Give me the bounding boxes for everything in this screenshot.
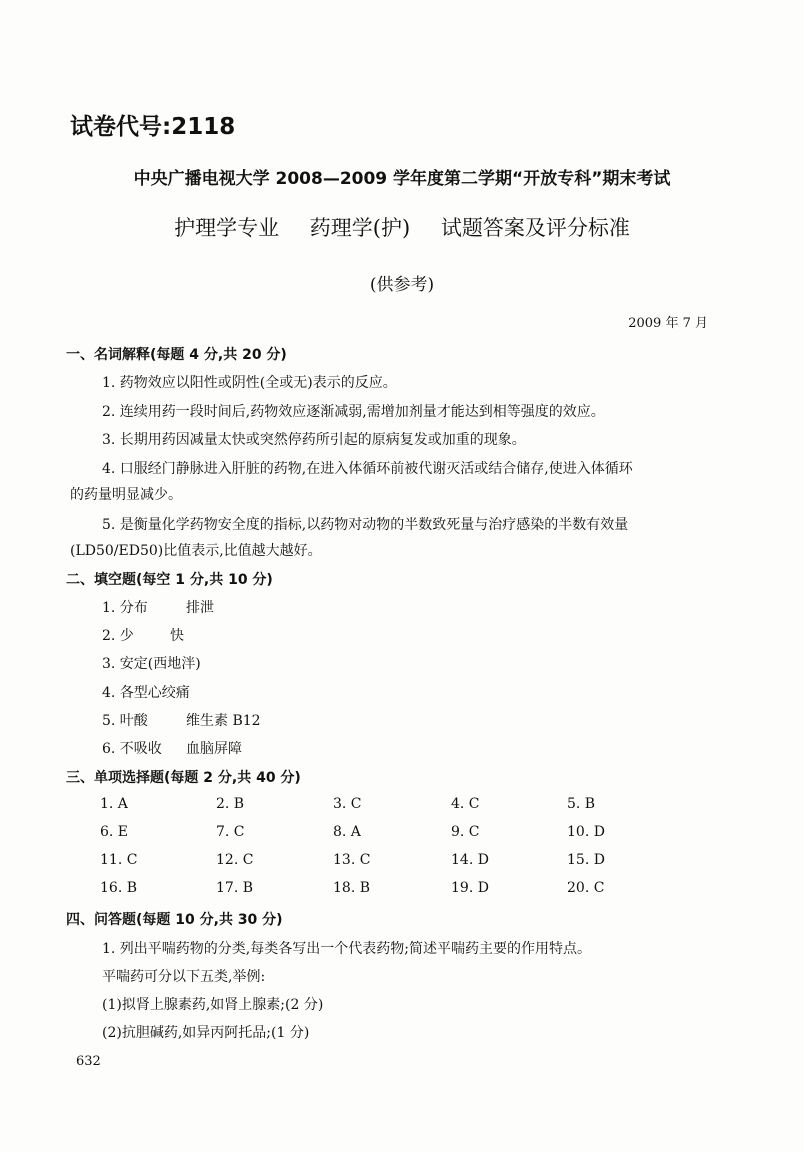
mc-answer: 6. E bbox=[100, 824, 129, 840]
mc-answer: 9. C bbox=[451, 824, 480, 840]
section-heading-short-answer: 四、问答题(每题 10 分,共 30 分) bbox=[66, 912, 283, 928]
fill-item-5: 5. 叶酸 bbox=[102, 713, 148, 729]
reference-note: (供参考) bbox=[369, 275, 435, 295]
answer-line: 平喘药可分以下五类,举例: bbox=[102, 969, 266, 985]
fill-item-5-second: 维生素 B12 bbox=[186, 713, 261, 729]
answer-line: (1)拟肾上腺素药,如肾上腺素;(2 分) bbox=[102, 997, 324, 1013]
mc-answer: 13. C bbox=[333, 852, 371, 868]
paper-code: 试卷代号:2118 bbox=[70, 114, 236, 140]
major-label: 护理学专业 bbox=[174, 216, 280, 240]
definition-item-4: 4. 口服经门静脉进入肝脏的药物,在进入体循环前被代谢灭活或结合储存,使进入体循环 bbox=[102, 461, 633, 477]
mc-answer: 19. D bbox=[451, 880, 489, 896]
fill-item-4: 4. 各型心绞痛 bbox=[102, 685, 190, 701]
fill-item-6: 6. 不吸收 bbox=[102, 741, 162, 757]
fill-item-6-second: 血脑屏障 bbox=[186, 741, 242, 757]
definition-item-2: 2. 连续用药一段时间后,药物效应逐渐减弱,需增加剂量才能达到相等强度的效应。 bbox=[102, 404, 605, 420]
document-title bbox=[0, 212, 804, 242]
mc-answer: 1. A bbox=[100, 796, 128, 812]
university-title: 中央广播电视大学 2008—2009 学年度第二学期“开放专科”期末考试 bbox=[133, 169, 671, 189]
mc-answer: 2. B bbox=[216, 796, 245, 812]
definition-item-5-continued: (LD50/ED50)比值表示,比值越大越好。 bbox=[70, 543, 322, 559]
mc-answer: 4. C bbox=[451, 796, 480, 812]
mc-answer: 11. C bbox=[100, 852, 138, 868]
mc-answer: 14. D bbox=[451, 852, 489, 868]
mc-answer: 10. D bbox=[567, 824, 605, 840]
question-1: 1. 列出平喘药物的分类,每类各写出一个代表药物;简述平喘药主要的作用特点。 bbox=[102, 941, 591, 957]
fill-item-1: 1. 分布 bbox=[102, 600, 148, 616]
answer-line: (2)抗胆碱药,如异丙阿托品;(1 分) bbox=[102, 1025, 310, 1041]
definition-item-1: 1. 药物效应以阳性或阴性(全或无)表示的反应。 bbox=[102, 375, 397, 391]
section-heading-fill-in: 二、填空题(每空 1 分,共 10 分) bbox=[66, 572, 273, 588]
mc-answer: 15. D bbox=[567, 852, 605, 868]
fill-item-2-second: 快 bbox=[170, 628, 184, 644]
mc-answer: 20. C bbox=[567, 880, 605, 896]
definition-item-3: 3. 长期用药因减量太快或突然停药所引起的原病复发或加重的现象。 bbox=[102, 432, 526, 448]
mc-answer: 3. C bbox=[333, 796, 362, 812]
mc-answer: 8. A bbox=[333, 824, 361, 840]
exam-date: 2009 年 7 月 bbox=[628, 316, 708, 331]
mc-answer: 7. C bbox=[216, 824, 245, 840]
section-heading-definitions: 一、名词解释(每题 4 分,共 20 分) bbox=[66, 347, 287, 363]
fill-item-2: 2. 少 bbox=[102, 628, 134, 644]
page-number: 632 bbox=[76, 1054, 101, 1069]
course-label: 药理学(护) bbox=[309, 216, 411, 240]
definition-item-4-continued: 的药量明显减少。 bbox=[70, 487, 182, 503]
mc-answer: 5. B bbox=[567, 796, 596, 812]
definition-item-5: 5. 是衡量化学药物安全度的指标,以药物对动物的半数致死量与治疗感染的半数有效量 bbox=[102, 517, 629, 533]
answer-title-label: 试题答案及评分标准 bbox=[440, 216, 630, 240]
mc-answer: 17. B bbox=[216, 880, 254, 896]
mc-answer: 16. B bbox=[100, 880, 138, 896]
mc-answer: 18. B bbox=[333, 880, 371, 896]
fill-item-3: 3. 安定(西地泮) bbox=[102, 656, 201, 672]
fill-item-1-second: 排泄 bbox=[186, 600, 214, 616]
section-heading-multiple-choice: 三、单项选择题(每题 2 分,共 40 分) bbox=[66, 770, 301, 786]
mc-answer: 12. C bbox=[216, 852, 254, 868]
